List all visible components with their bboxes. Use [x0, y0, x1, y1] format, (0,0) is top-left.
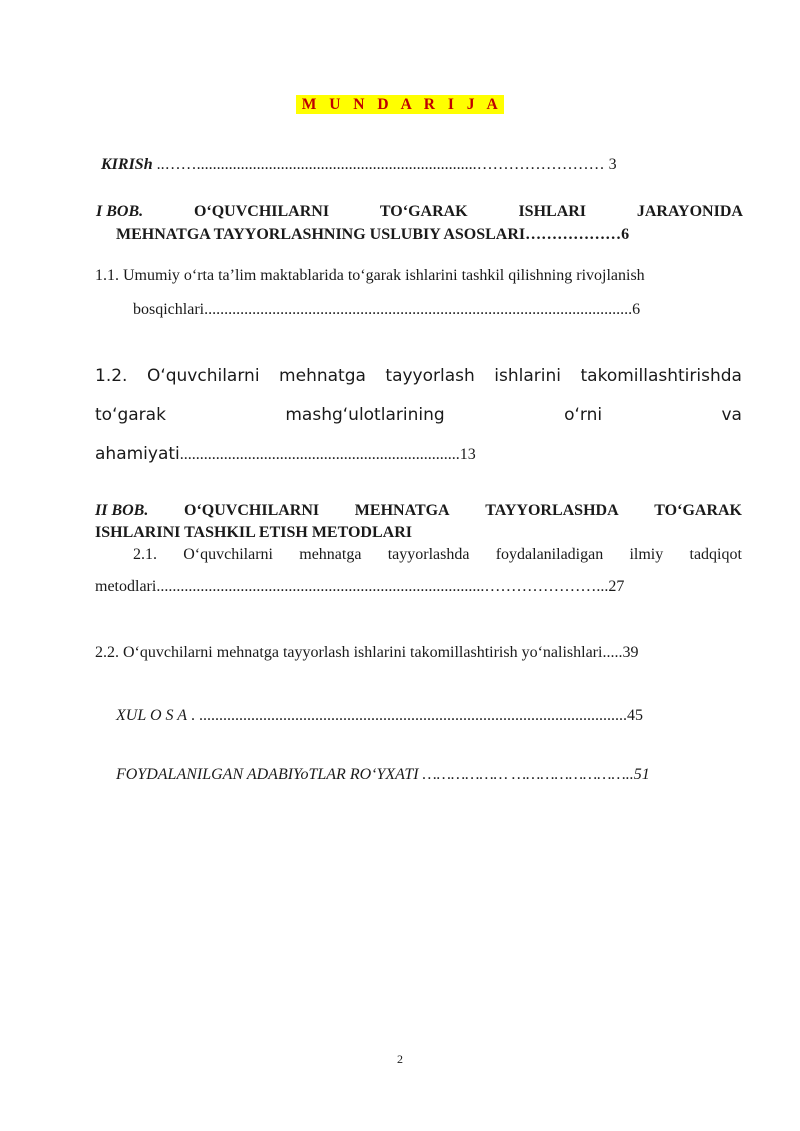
- toc-entry-bob2-heading: [95, 502, 742, 520]
- bob1-word: JARAYONIDA: [636, 203, 743, 220]
- bob1-heading-line2: MEHNATGA TAYYORLASHNING USLUBIY ASOSLARI………………6: [116, 226, 630, 243]
- s12-word: O‘quvchilarni: [146, 366, 260, 386]
- s21-word: ilmiy: [629, 546, 664, 563]
- s21-word: foydalaniladigan: [495, 546, 604, 563]
- s12-word: to‘garak: [95, 405, 166, 425]
- s12-word: o‘rni: [564, 405, 603, 425]
- toc-entry-adabiyotlar: FOYDALANILGAN ADABIYoTLAR RO‘YXATI ……………… ……………………..51: [116, 766, 650, 783]
- s12-word: takomillashtirishda: [580, 366, 742, 386]
- bob2-word: TO‘GARAK: [654, 502, 742, 519]
- toc-entry-1-2-line1: [95, 366, 742, 386]
- bob1-word: ISHLARI: [518, 203, 587, 220]
- s12-leader: ......................................................................13: [179, 446, 476, 463]
- bob2-word: TAYYORLASHDA: [485, 502, 619, 519]
- toc-entry-1-2-line3: [95, 444, 476, 464]
- toc-entry-xulosa: [116, 707, 643, 725]
- page-number: 2: [397, 1052, 403, 1066]
- kirish-label: KIRISh: [101, 156, 153, 173]
- toc-entry-1-1-line2: bosqichlari...........................................................................................................6: [133, 301, 641, 318]
- xulosa-leader: . ...........................................................................................................45: [186, 707, 643, 724]
- s12-word: ishlarini: [494, 366, 561, 386]
- s21-word: mehnatga: [299, 546, 362, 563]
- s12-word: mehnatga: [279, 366, 366, 386]
- s21-word: tadqiqot: [689, 546, 742, 563]
- s21-word: O‘quvchilarni: [183, 546, 273, 563]
- bob1-number: I BOB.: [96, 203, 144, 220]
- s21-word: tayyorlashda: [387, 546, 470, 563]
- bob1-word: TO‘GARAK: [379, 203, 468, 220]
- bob2-word: O‘QUVCHILARNI: [184, 502, 320, 519]
- toc-entry-kirish: [101, 156, 617, 174]
- toc-entry-2-1-line2: metodlari..................................................................................…………………...27: [95, 578, 625, 595]
- s21-word: 2.1.: [133, 546, 157, 563]
- bob2-number: II BOB.: [95, 502, 149, 519]
- toc-entry-2-2: 2.2. O‘quvchilarni mehnatga tayyorlash ishlarini takomillashtirish yo‘nalishlari.....39: [95, 644, 639, 661]
- bob2-word: MEHNATGA: [354, 502, 450, 519]
- s12-last-word: ahamiyati: [95, 444, 180, 464]
- kirish-leader: ..……......................................................................…………………… 3: [152, 156, 617, 173]
- toc-entry-1-2-line2: [95, 405, 742, 425]
- toc-entry-bob1-heading: [96, 203, 743, 221]
- page-title: [0, 96, 800, 114]
- bob2-heading-line2: ISHLARINI TASHKIL ETISH METODLARI: [95, 524, 412, 541]
- s12-word: tayyorlash: [385, 366, 475, 386]
- title-text: M U N D A R I J A: [296, 95, 505, 114]
- xulosa-label: XUL O S A: [116, 707, 187, 724]
- toc-entry-1-1-line1: 1.1. Umumiy o‘rta ta’lim maktablarida to‘garak ishlarini tashkil qilishning rivojlanish: [95, 267, 645, 284]
- s12-word: 1.2.: [95, 366, 128, 386]
- bob1-word: O‘QUVCHILARNI: [193, 203, 330, 220]
- toc-entry-2-1-line1: [133, 546, 742, 564]
- s12-word: mashg‘ulotlarining: [285, 405, 445, 425]
- s12-word: va: [721, 405, 742, 425]
